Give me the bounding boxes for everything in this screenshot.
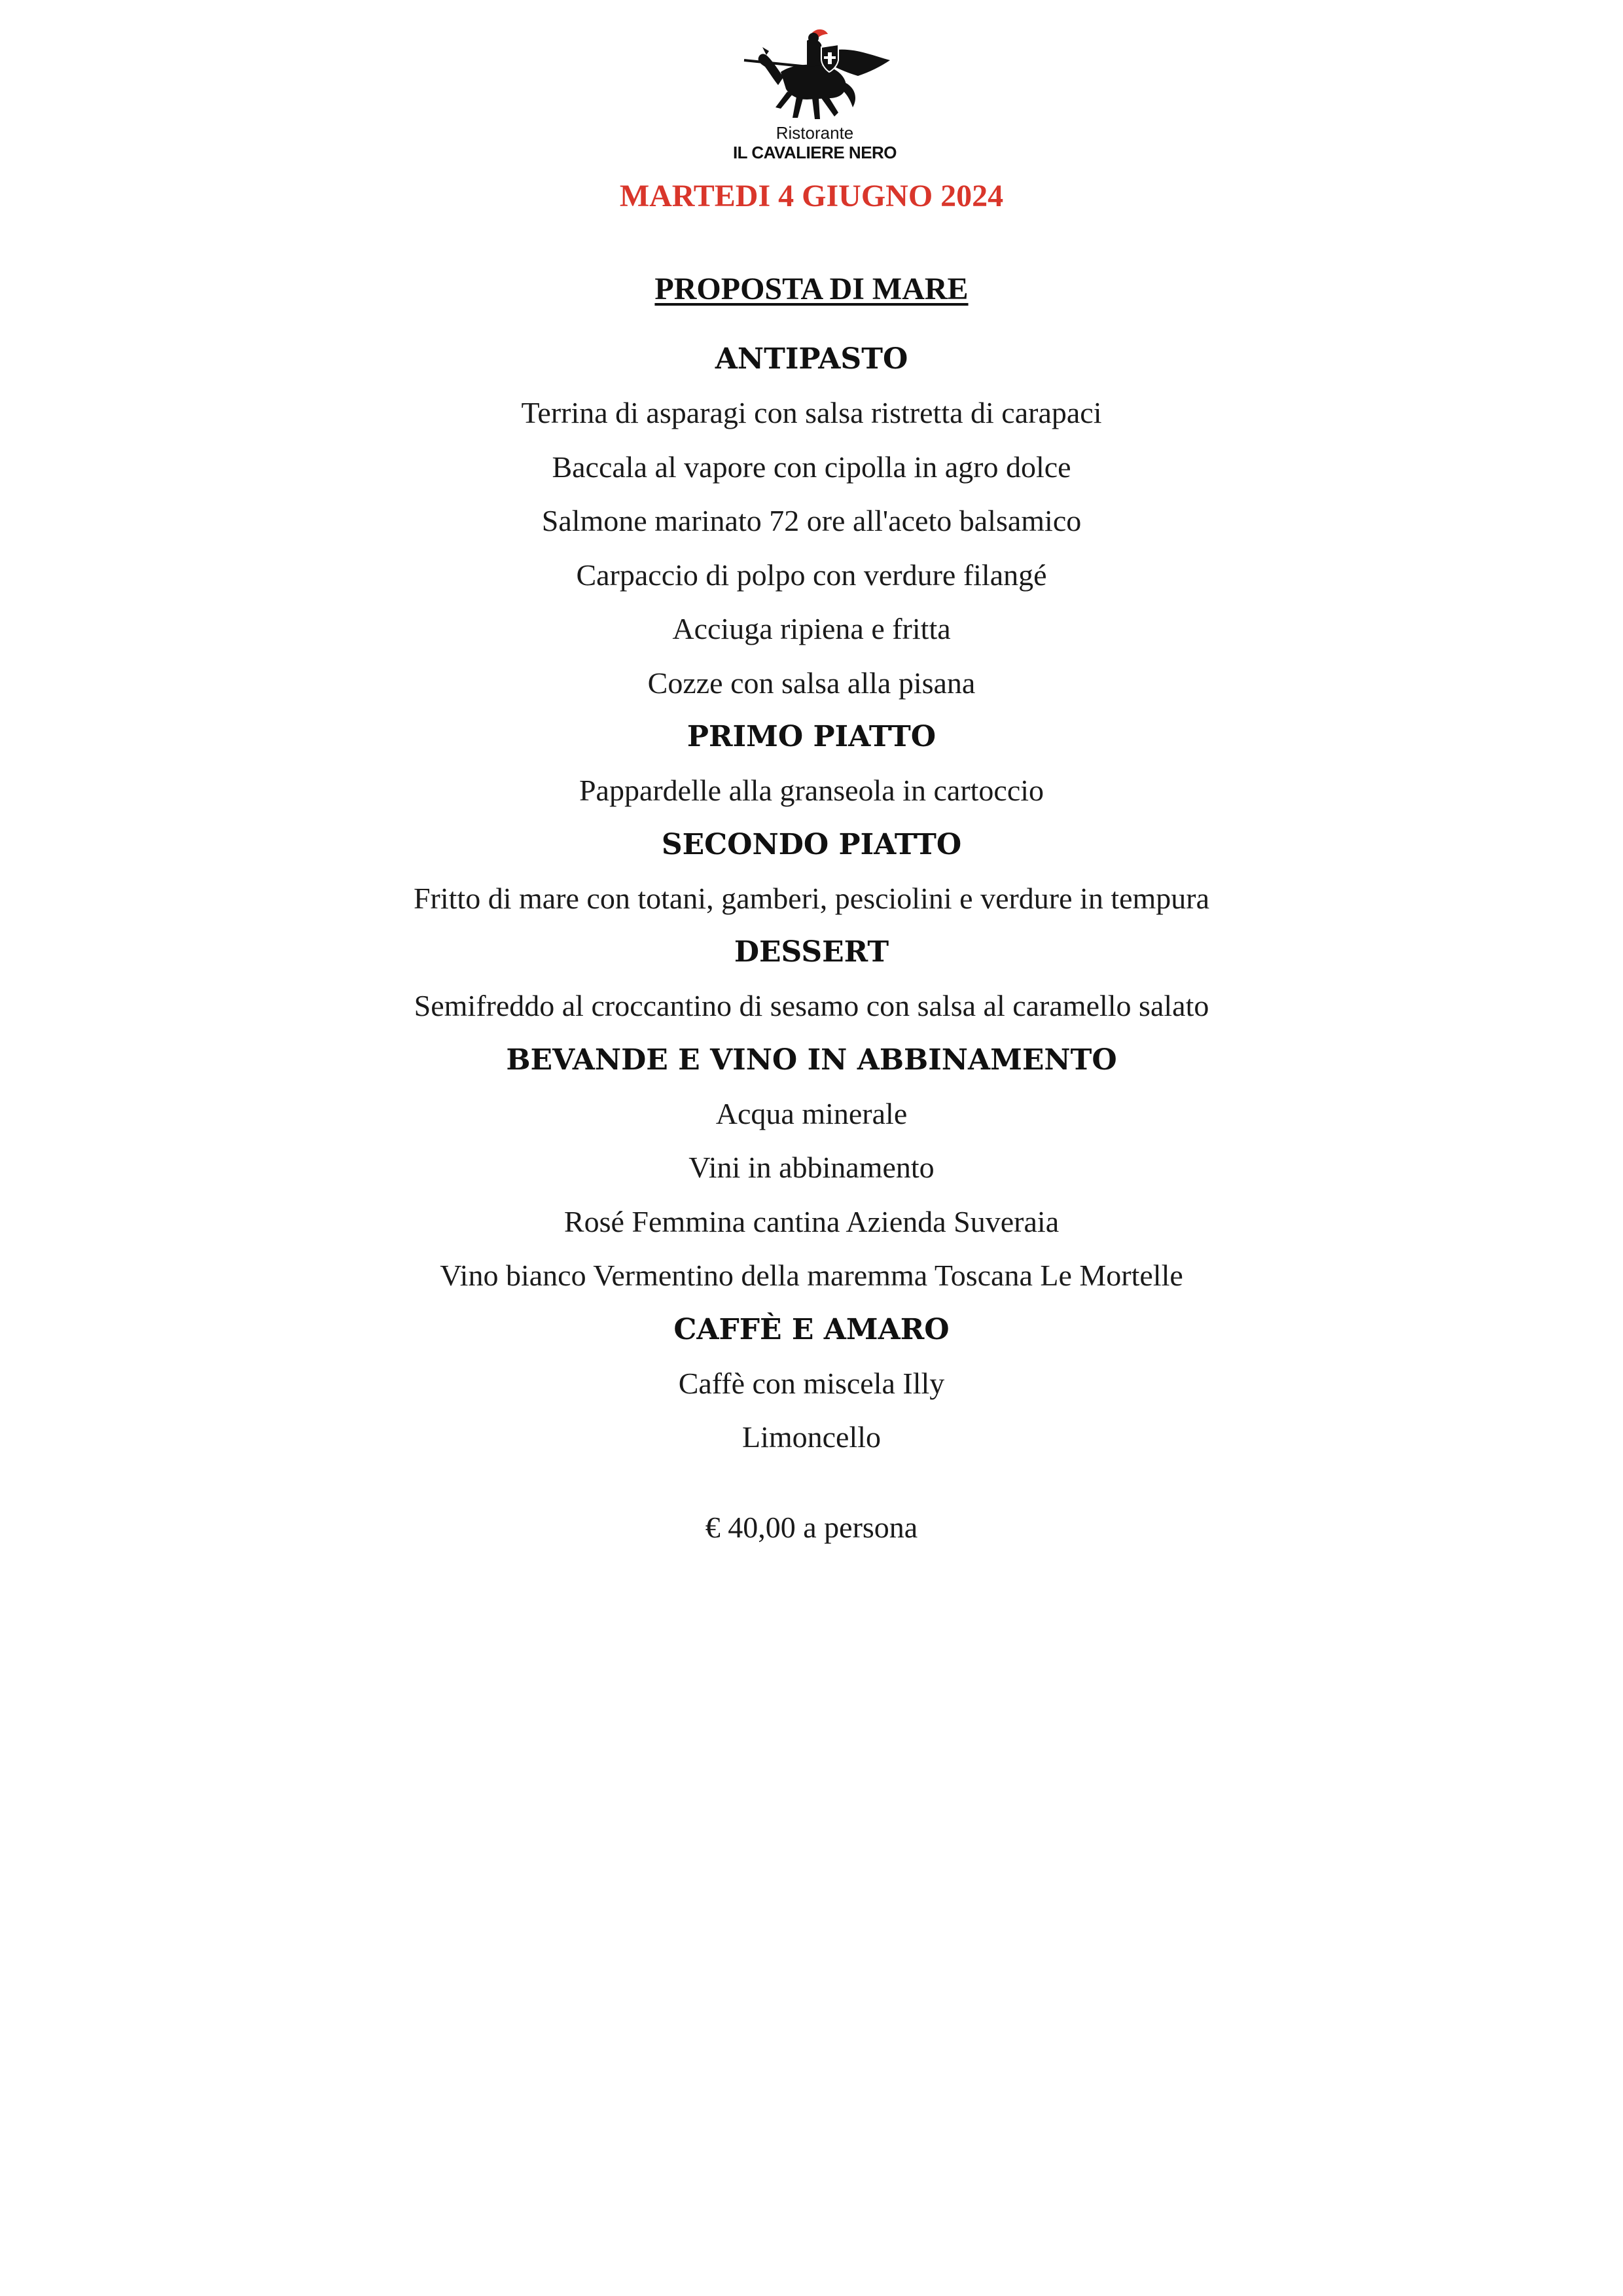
menu-list bbox=[0, 332, 1623, 1465]
menu-item: Limoncello bbox=[741, 1420, 882, 1454]
section-title-antipasto: ANTIPASTO bbox=[715, 342, 908, 376]
section-title-primo: PRIMO PIATTO bbox=[687, 720, 936, 753]
black-knight-icon bbox=[730, 26, 900, 124]
menu-item: Acciuga ripiena e fritta bbox=[672, 612, 951, 645]
section-title-secondo: SECONDO PIATTO bbox=[661, 827, 962, 861]
menu-item: Caffè con miscela Illy bbox=[678, 1366, 945, 1400]
proposal-title: PROPOSTA DI MARE bbox=[654, 272, 969, 306]
price-per-person: € 40,00 a persona bbox=[705, 1511, 918, 1544]
menu-item: Vino bianco Vermentino della maremma Toscana Le Mortelle bbox=[440, 1259, 1183, 1292]
section-title-caffe: CAFFÈ E AMARO bbox=[673, 1312, 950, 1346]
menu-item: Carpaccio di polpo con verdure filangé bbox=[576, 558, 1047, 592]
menu-date: MARTEDI 4 GIUGNO 2024 bbox=[619, 179, 1004, 213]
restaurant-logo bbox=[730, 26, 900, 167]
menu-item: Acqua minerale bbox=[715, 1096, 908, 1130]
menu-item: Baccala al vapore con cipolla in agro dolce bbox=[552, 450, 1071, 484]
menu-item: Pappardelle alla granseola in cartoccio bbox=[579, 774, 1044, 807]
menu-item: Semifreddo al croccantino di sesamo con salsa al caramello salato bbox=[414, 989, 1209, 1022]
section-title-bevande: BEVANDE E VINO IN ABBINAMENTO bbox=[506, 1043, 1117, 1077]
logo-restaurant-name: IL CAVALIERE NERO bbox=[732, 143, 897, 162]
section-title-dessert: DESSERT bbox=[734, 935, 889, 969]
menu-item: Salmone marinato 72 ore all'aceto balsamico bbox=[541, 504, 1082, 537]
menu-item: Rosé Femmina cantina Azienda Suveraia bbox=[563, 1204, 1060, 1238]
menu-item: Vini in abbinamento bbox=[688, 1151, 935, 1184]
menu-item: Fritto di mare con totani, gamberi, pesciolini e verdure in tempura bbox=[413, 881, 1210, 915]
logo-ristorante-text: Ristorante bbox=[776, 123, 854, 143]
menu-item: Cozze con salsa alla pisana bbox=[647, 666, 976, 700]
menu-item: Terrina di asparagi con salsa ristretta di carapaci bbox=[521, 396, 1102, 429]
